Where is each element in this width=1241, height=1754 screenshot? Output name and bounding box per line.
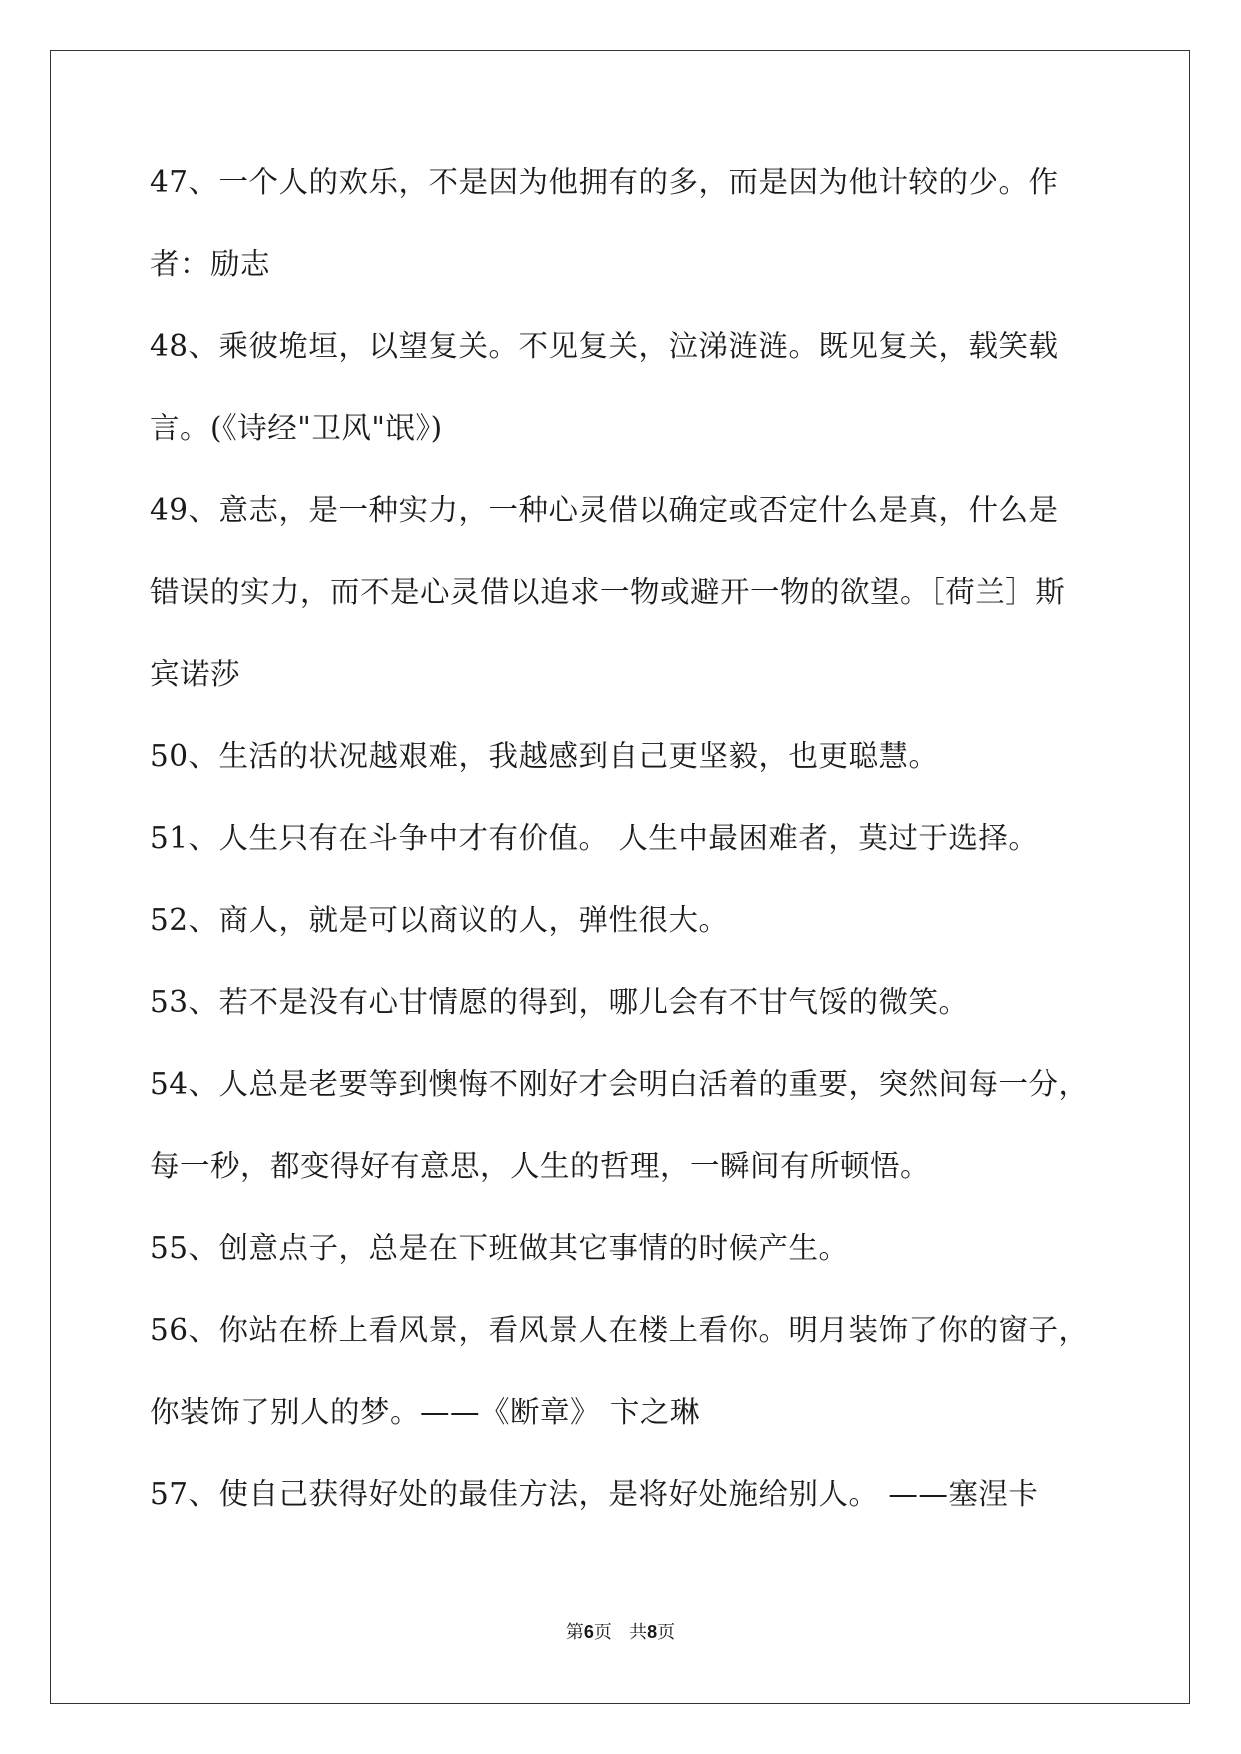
- text-line: 48、乘彼垝垣，以望复关。不见复关，泣涕涟涟。既见复关，载笑载: [150, 329, 1059, 363]
- page-footer: [0, 1618, 1241, 1644]
- text-line: 宾诺莎: [150, 657, 241, 691]
- text-line: 47、一个人的欢乐，不是因为他拥有的多，而是因为他计较的少。作: [150, 165, 1059, 199]
- page-suffix: 页: [593, 1622, 612, 1643]
- text-line: 55、创意点子，总是在下班做其它事情的时候产生。: [150, 1231, 849, 1265]
- text-line: 51、人生只有在斗争中才有价值。 人生中最困难者，莫过于选择。: [150, 821, 1039, 855]
- page-total: 8: [647, 1622, 658, 1642]
- total-suffix: 页: [657, 1622, 676, 1643]
- text-line: 57、使自己获得好处的最佳方法，是将好处施给别人。 ——塞涅卡: [150, 1477, 1039, 1511]
- page-prefix: 第: [565, 1622, 584, 1643]
- text-line: 53、若不是没有心甘情愿的得到，哪儿会有不甘气馁的微笑。: [150, 985, 969, 1019]
- text-line: 54、人总是老要等到懊悔不刚好才会明白活着的重要，突然间每一分，: [150, 1067, 1089, 1101]
- text-line: 每一秒，都变得好有意思，人生的哲理，一瞬间有所顿悟。: [150, 1149, 931, 1183]
- total-prefix: 共: [629, 1622, 648, 1643]
- text-line: 言。(《诗经"卫风"氓》): [150, 411, 443, 445]
- document-body: [150, 162, 1095, 1556]
- text-line: 49、意志，是一种实力，一种心灵借以确定或否定什么是真，什么是: [150, 493, 1059, 527]
- text-line: 错误的实力，而不是心灵借以追求一物或避开一物的欲望。［荷兰］斯: [150, 575, 1066, 609]
- text-line: 50、生活的状况越艰难，我越感到自己更坚毅，也更聪慧。: [150, 739, 939, 773]
- text-line: 你装饰了别人的梦。——《断章》 卞之琳: [150, 1395, 700, 1429]
- text-line: 56、你站在桥上看风景，看风景人在楼上看你。明月装饰了你的窗子，: [150, 1313, 1089, 1347]
- page-current: 6: [583, 1622, 594, 1642]
- text-line: 者：励志: [150, 247, 271, 281]
- text-line: 52、商人，就是可以商议的人，弹性很大。: [150, 903, 729, 937]
